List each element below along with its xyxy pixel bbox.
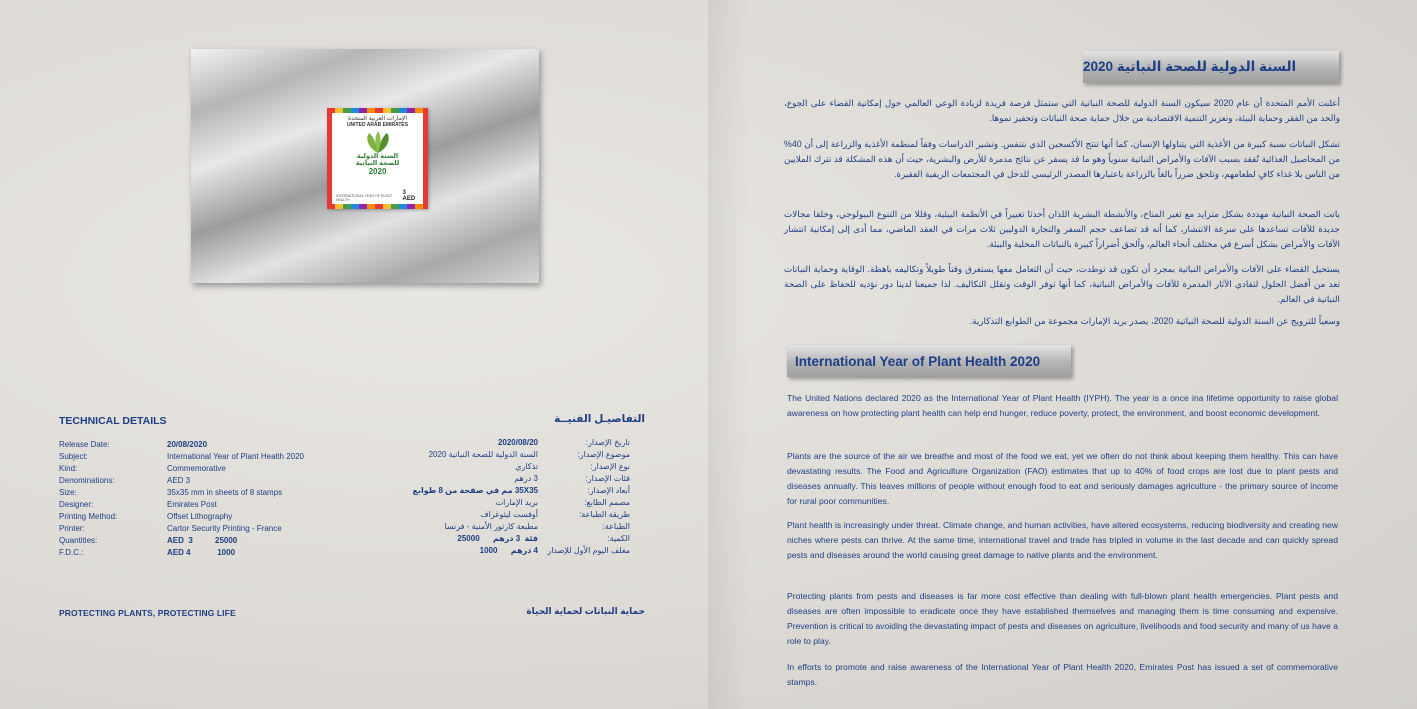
stamp-country-ar: الإمارات العربية المتحدة — [347, 116, 407, 122]
tech-label-ar: الكمية: — [607, 534, 630, 543]
tech-value: AED 3 — [167, 476, 191, 485]
tech-value-ar: بريد الإمارات — [495, 498, 538, 507]
paragraph-en: Plant health is increasingly under threat. Climate change, and human activities, have altered ecosystems, reducing biodiversity and creating new niches where pests can thrive. At the same time, international travel and trade has tripled in volume in the last decade and can quickly spread pests and diseases around the world causing great damage to native plants and the environment. — [787, 520, 1338, 560]
stamp-title-ar-1: السنة الدولية — [356, 153, 399, 160]
tech-label: Kind: — [59, 464, 78, 473]
tech-value-ar: 3 درهم — [514, 474, 538, 483]
tech-value-ar: 4 درهم 1000 — [479, 546, 538, 555]
heading-en: International Year of Plant Health 2020 — [787, 345, 1071, 377]
tech-label: F.D.C.: — [59, 548, 84, 557]
tech-label-ar: فئات الإصدار: — [585, 474, 630, 483]
tech-label-ar: مصمم الطابع: — [584, 498, 630, 507]
tech-value: AED 4 1000 — [167, 548, 236, 557]
tech-value: AED 3 25000 — [167, 536, 238, 545]
tech-label: Release Date: — [59, 440, 110, 449]
tech-label: Designer: — [59, 500, 94, 509]
tech-value: Commemorative — [167, 464, 226, 473]
slogan-ar: حماية النباتات لحماية الحياة — [526, 606, 645, 616]
stamp — [327, 108, 428, 209]
tech-label-ar: موضوع الإصدار: — [577, 450, 630, 459]
tech-label: Printer: — [59, 524, 85, 533]
stamp-title-ar-2: للصحة النباتية — [355, 159, 400, 167]
paragraph-ar: أعلنت الأمم المتحدة أن عام 2020 سيكون السنة الدولية للصحة النباتية التي ستمثل فرصة فريدة لزيادة الوعي العالمي حول إمكانية القضاء على الجوع، والحد من الفقر وحماية البيئة، وتعزيز التنمية الاقتصادية من خلال حماية صحة النباتات وتحفيز نموها. — [784, 98, 1341, 123]
tech-value: 35x35 mm in sheets of 8 stamps — [167, 488, 283, 497]
tech-value-ar: 2020/08/20 — [497, 438, 538, 447]
tech-value-ar: تذكاري — [515, 462, 538, 471]
tech-value-ar: مطبعة كارتور الأمنية - فرنسا — [444, 522, 538, 531]
slogan-en: PROTECTING PLANTS, PROTECTING LIFE — [59, 608, 236, 618]
tech-value: International Year of Plant Health 2020 — [167, 452, 304, 461]
tech-value: Emirates Post — [167, 500, 217, 509]
tech-value-ar: السنة الدولية للصحة النباتية 2020 — [428, 450, 538, 459]
tech-value-ar: أوفست ليثوغراف — [480, 510, 538, 519]
tech-value: Cartor Security Printing - France — [167, 524, 282, 533]
paragraph-en: In efforts to promote and raise awareness of the International Year of Plant Health 2020, Emirates Post has issued a set of commemorative stamps. — [787, 662, 1338, 687]
tech-label-ar: طريقة الطباعة: — [579, 510, 630, 519]
stamp-country-en: UNITED ARAB EMIRATES — [346, 122, 409, 128]
tech-label-ar: نوع الإصدار: — [590, 462, 630, 471]
tech-value: 20/08/2020 — [167, 440, 208, 449]
plant-leaf-icon — [363, 130, 393, 154]
paragraph-en: Plants are the source of the air we breathe and most of the food we eat, yet we often do not think about keeping them healthy. This can have devastating results. The Food and Agriculture Organization (FAO) estimates that up to 40% of food crops are lost due to plant pests and diseases annually. This leaves millions of people without enough food to eat and seriously damages agriculture - the primary source of income for rural poor communities. — [787, 451, 1338, 506]
tech-label-ar: الطباعة: — [602, 522, 630, 531]
tech-label-ar: أبعاد الإصدار: — [587, 486, 630, 495]
stamp-year: 2020 — [368, 166, 387, 176]
stamp-caption-en: INTERNATIONAL YEAR OF PLANT HEALTH — [336, 194, 393, 202]
tech-value-ar: 35X35 مم في صفحة من 8 طوابع — [412, 486, 538, 495]
tech-label: Subject: — [59, 452, 88, 461]
tech-label: Printing Method: — [59, 512, 118, 521]
tech-value-ar: فئة 3 درهم 25000 — [457, 534, 538, 543]
paragraph-en: Protecting plants from pests and diseases is far more cost effective than dealing with full-blown plant health emergencies. Plant pests and diseases are often impossible to eradicate once they have established themselves and managing them is time consuming and expensive. Prevention is critical to avoidlng the devastating impact of pests and diseases on agriculture, livelihoods and food security and many of us have a role to play. — [787, 591, 1338, 646]
technical-details-title-ar: التفاصيـل الفنيــة — [554, 413, 645, 425]
tech-label: Denominations: — [59, 476, 115, 485]
tech-label: Quantities: — [59, 536, 98, 545]
tech-label-ar: تاريخ الإصدار: — [585, 438, 630, 447]
paragraph-ar: باتت الصحة النباتية مهددة بشكل متزايد مع تغير المناخ، والأنشطة البشرية اللذان أحدثا تغييراً في الأنظمة البيئية، وقللا من التنوع البيولوجي، وخلقا مجالات جديدة للآفات تساعدها على سرعة الانتشار، كما أنه قد تضاعف حجم السفر والتجارة الدوليين ثلاث مرات في العقد الماضي، مما أدى إلى إمكانية انتشار الآفات والأمراض بشكل أسرع في مختلف أنحاء العالم، وألحق أضراراً كبيرة بالنباتات المحلية والبيئة. — [784, 209, 1340, 249]
paragraph-ar: يستحيل القضاء على الآفات والأمراض النباتية بمجرد أن تكون قد توطدت، حيث أن التعامل معها يستغرق وقتاً طويلاً وتكاليفه باهظة. الوقاية وحماية النباتات تعد من أفضل الحلول لتفادي الآثار المدمرة للآفات والأمراض النباتية، كما أنها توفر الوقت وتقلل التكاليف. لذا جميعنا لدينا دور نؤديه للحفاظ على الصحة النباتية في العالم. — [784, 264, 1340, 304]
heading-ar: السنة الدولية للصحة النباتية 2020 — [1083, 51, 1339, 83]
tech-value: Offset Lithography — [167, 512, 233, 521]
technical-details-title: TECHNICAL DETAILS — [59, 415, 167, 427]
tech-label: Size: — [59, 488, 77, 497]
left-page — [0, 0, 708, 709]
paragraph-ar: تشكل النباتات نسبة كبيرة من الأغذية التي يتناولها الإنسان، كما أنها تنتج الأكسجين الذي نتنفس. وتشير الدراسات وفقاً لمنظمة الأغذية والزراعة إلى أن 40% من المحاصيل الغذائية تُفقد بسبب الآفات والأمراض النباتية سنوياً وهو ما قد يسفر عن نتائج مدمرة للأرض والبشرية، حيث أن هذه المشكلة قد تترك الملايين من الناس بلا غذاء كافٍ لطعامهم، وتلحق ضرراً بالغاً بالزراعة باعتبارها المصدر الرئيسي للدخل في المجتمعات الريفية الفقيرة. — [784, 139, 1340, 179]
stamp-value: 3 AED — [402, 190, 416, 202]
right-page — [708, 0, 1417, 709]
paragraph-en: The United Nations declared 2020 as the International Year of Plant Health (IYPH). The year is a once ina lifetime opportunity to raise global awareness on how protecting plant health can help end hunger, reduce poverty, protect, the environment, and boost economic development. — [787, 393, 1338, 418]
tech-label-ar: مغلف اليوم الأول للإصدار — [547, 546, 630, 555]
stamp-card — [191, 49, 539, 283]
paragraph-ar: وسعياً للترويج عن السنة الدولية للصحة النباتية 2020، يصدر بريد الإمارات مجموعة من الطوابع التذكارية. — [969, 316, 1340, 326]
